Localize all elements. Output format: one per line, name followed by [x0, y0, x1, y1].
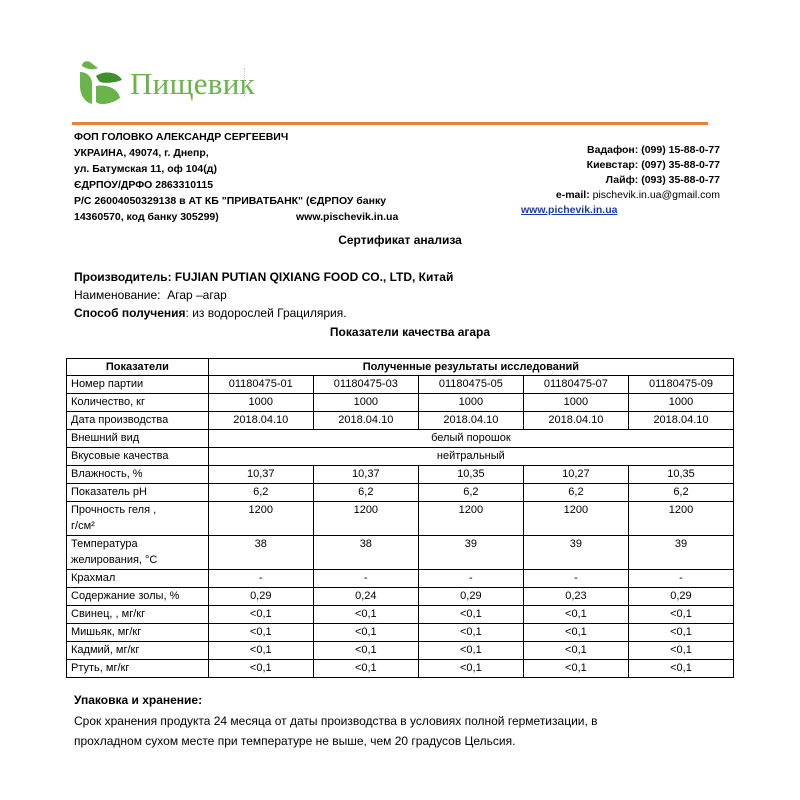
value-cell: <0,1	[313, 624, 418, 642]
row-label-text: Прочность геля ,	[71, 504, 157, 516]
table-row	[67, 660, 734, 678]
company-address-2: ул. Батумская 11, оф 104(д)	[74, 163, 217, 175]
value-cell: 2018.04.10	[628, 412, 733, 430]
row-label	[67, 448, 209, 466]
row-label-text: Показатель pH	[71, 486, 147, 498]
value-cell: 1000	[418, 394, 523, 412]
row-label	[67, 570, 209, 588]
value-cell: <0,1	[208, 606, 313, 624]
value-cell: <0,1	[523, 660, 628, 678]
value-cell: 2018.04.10	[313, 412, 418, 430]
name-value: Агар –агар	[167, 288, 227, 302]
row-label	[67, 502, 209, 536]
storage-section	[74, 690, 734, 751]
name-label: Наименование:	[74, 288, 161, 302]
table-row	[67, 394, 734, 412]
value-cell: 1200	[208, 502, 313, 536]
phone-life: Лайф: (093) 35-88-0-77	[605, 174, 720, 186]
storage-line-1: Срок хранения продукта 24 месяца от даты производства в условиях полной герметизации, в	[74, 714, 598, 728]
value-cell: <0,1	[313, 660, 418, 678]
method-value: : из водорослей Грацилярия.	[185, 306, 347, 320]
phone-vodafone: Вадафон: (099) 15-88-0-77	[587, 144, 720, 156]
value-cell: 01180475-01	[208, 376, 313, 394]
value-cell: 1200	[523, 502, 628, 536]
value-cell: -	[523, 570, 628, 588]
value-cell: 1200	[313, 502, 418, 536]
row-label-text: Внешний вид	[71, 432, 140, 444]
value-cell: 10,35	[418, 466, 523, 484]
row-label	[67, 466, 209, 484]
table-title: Показатели качества агара	[329, 325, 491, 339]
table-row	[67, 536, 734, 570]
row-label-text-2: желирования, °С	[71, 554, 158, 566]
value-cell: <0,1	[208, 624, 313, 642]
header-rule	[72, 122, 708, 125]
producer-value: FUJIAN PUTIAN QIXIANG FOOD CO., LTD, Китай	[174, 270, 454, 284]
value-cell: -	[628, 570, 733, 588]
value-cell: 6,2	[523, 484, 628, 502]
value-cell: 10,27	[523, 466, 628, 484]
row-label-text: Температура	[71, 538, 138, 550]
company-details	[74, 129, 414, 225]
table-row	[67, 376, 734, 394]
row-label	[67, 642, 209, 660]
table-row	[67, 412, 734, 430]
value-cell: 0,29	[628, 588, 733, 606]
company-edrpou: ЄДРПОУ/ДРФО 2863310115	[74, 179, 214, 191]
producer-line	[74, 268, 453, 286]
product-info	[74, 268, 453, 322]
row-label	[67, 430, 209, 448]
table-row	[67, 606, 734, 624]
value-cell: -	[418, 570, 523, 588]
row-label-text: Дата производства	[71, 414, 169, 426]
value-cell: 10,37	[313, 466, 418, 484]
row-label	[67, 588, 209, 606]
merged-value-cell: нейтральный	[208, 448, 733, 466]
row-label-text-2: г/см²	[71, 520, 95, 532]
value-cell: 1000	[313, 394, 418, 412]
header-param: Показатели	[67, 359, 209, 376]
value-cell: 38	[313, 536, 418, 570]
value-cell: 10,35	[628, 466, 733, 484]
value-cell: 0,29	[418, 588, 523, 606]
storage-line-2: прохладном сухом месте при температуре не выше, чем 20 градусов Цельсия.	[74, 734, 516, 748]
table-body	[67, 376, 734, 678]
row-label-text: Количество, кг	[71, 396, 146, 408]
value-cell: 38	[208, 536, 313, 570]
row-label-text: Вкусовые качества	[71, 450, 169, 462]
row-label-text: Ртуть, мг/кг	[71, 662, 130, 674]
value-cell: <0,1	[313, 642, 418, 660]
company-website-link[interactable]: www.pischevik.in.ua	[296, 211, 399, 223]
email-row	[500, 188, 720, 203]
table-row	[67, 642, 734, 660]
document-title: Сертификат анализа	[338, 233, 462, 247]
value-cell: <0,1	[628, 642, 733, 660]
value-cell: 1200	[418, 502, 523, 536]
value-cell: <0,1	[628, 660, 733, 678]
row-label	[67, 394, 209, 412]
row-label	[67, 376, 209, 394]
table-row	[67, 624, 734, 642]
row-label-text: Свинец, , мг/кг	[71, 608, 146, 620]
value-cell: 2018.04.10	[208, 412, 313, 430]
producer-label: Производитель:	[74, 270, 172, 284]
row-label	[67, 536, 209, 570]
company-logo	[78, 58, 298, 108]
value-cell: 1000	[523, 394, 628, 412]
value-cell: 39	[523, 536, 628, 570]
name-line	[74, 286, 453, 304]
row-label-text: Содержание золы, %	[71, 590, 180, 602]
company-address-1: УКРАИНА, 49074, г. Днепр,	[74, 147, 209, 159]
row-label	[67, 606, 209, 624]
value-cell: <0,1	[628, 624, 733, 642]
company-account-1: Р/С 26004050329138 в АТ КБ "ПРИВАТБАНК" (ЄДРПОУ банку	[74, 195, 387, 207]
value-cell: <0,1	[313, 606, 418, 624]
value-cell: 1000	[628, 394, 733, 412]
table-row	[67, 502, 734, 536]
value-cell: <0,1	[208, 660, 313, 678]
email-address-link[interactable]: pischevik.in.ua@gmail.com	[592, 189, 720, 201]
value-cell: <0,1	[418, 606, 523, 624]
value-cell: 6,2	[628, 484, 733, 502]
row-label	[67, 624, 209, 642]
value-cell: 01180475-09	[628, 376, 733, 394]
value-cell: <0,1	[418, 660, 523, 678]
value-cell: -	[313, 570, 418, 588]
leaf-logo-icon	[78, 58, 124, 108]
value-cell: 6,2	[418, 484, 523, 502]
merged-value-cell: белый порошок	[208, 430, 733, 448]
value-cell: 01180475-03	[313, 376, 418, 394]
value-cell: 01180475-07	[523, 376, 628, 394]
value-cell: <0,1	[208, 642, 313, 660]
value-cell: <0,1	[628, 606, 733, 624]
value-cell: 0,23	[523, 588, 628, 606]
value-cell: 01180475-05	[418, 376, 523, 394]
value-cell: <0,1	[418, 642, 523, 660]
method-label: Способ получения	[74, 306, 186, 320]
logo-text: Пищевик	[130, 66, 255, 101]
value-cell: 2018.04.10	[418, 412, 523, 430]
value-cell: 6,2	[313, 484, 418, 502]
table-row	[67, 484, 734, 502]
value-cell: 39	[418, 536, 523, 570]
value-cell: <0,1	[523, 606, 628, 624]
row-label-text: Мишьяк, мг/кг	[71, 626, 142, 638]
value-cell: 0,29	[208, 588, 313, 606]
value-cell: 39	[628, 536, 733, 570]
row-label-text: Крахмал	[71, 572, 116, 584]
row-label	[67, 484, 209, 502]
value-cell: <0,1	[523, 624, 628, 642]
company-account-2: 14360570, код банку 305299)	[74, 211, 219, 223]
storage-heading: Упаковка и хранение:	[74, 693, 203, 707]
row-label	[67, 412, 209, 430]
value-cell: <0,1	[523, 642, 628, 660]
row-label	[67, 660, 209, 678]
table-row	[67, 588, 734, 606]
company-name: ФОП ГОЛОВКО АЛЕКСАНДР СЕРГЕЕВИЧ	[74, 131, 289, 143]
value-cell: 1200	[628, 502, 733, 536]
row-label-text: Влажность, %	[71, 468, 143, 480]
row-label-text: Кадмий, мг/кг	[71, 644, 140, 656]
table-header-row	[67, 359, 734, 376]
table-row	[67, 448, 734, 466]
quality-table	[66, 358, 734, 678]
value-cell: 2018.04.10	[523, 412, 628, 430]
phone-kyivstar: Киевстар: (097) 35-88-0-77	[586, 159, 720, 171]
contacts-block	[500, 143, 720, 218]
logo-divider	[244, 68, 246, 98]
value-cell: 6,2	[208, 484, 313, 502]
table-row	[67, 466, 734, 484]
value-cell: 0,24	[313, 588, 418, 606]
email-label: e-mail:	[555, 189, 590, 201]
row-label-text: Номер партии	[71, 378, 144, 390]
header-results: Полученные результаты исследований	[208, 359, 733, 376]
value-cell: -	[208, 570, 313, 588]
value-cell: 1000	[208, 394, 313, 412]
table-row	[67, 570, 734, 588]
table-row	[67, 430, 734, 448]
method-line	[74, 304, 453, 322]
value-cell: <0,1	[418, 624, 523, 642]
site-link[interactable]: www.pichevik.in.ua	[521, 204, 618, 216]
value-cell: 10,37	[208, 466, 313, 484]
